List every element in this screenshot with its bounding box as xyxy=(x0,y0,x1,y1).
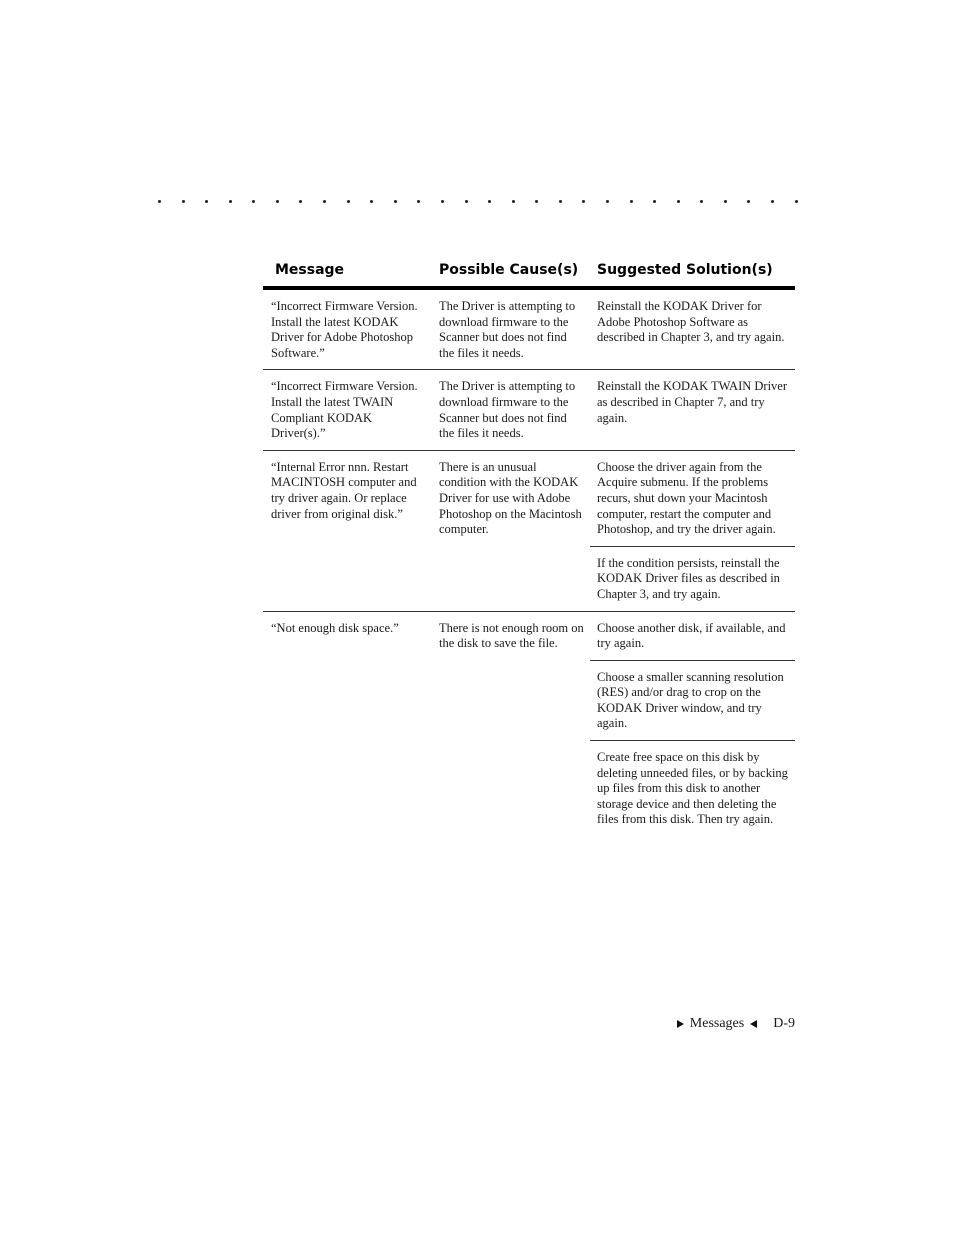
solutions-cell xyxy=(590,612,795,837)
cause-cell: There is not enough room on the disk to save the file. xyxy=(439,620,584,651)
dot xyxy=(724,200,727,203)
cause-cell: The Driver is attempting to download firmware to the Scanner but does not find the files it needs. xyxy=(439,379,576,441)
dot xyxy=(606,200,609,203)
dot xyxy=(299,200,302,203)
dot xyxy=(582,200,585,203)
header-message: Message xyxy=(275,262,345,278)
solution-item: Reinstall the KODAK TWAIN Driver as described in Chapter 7, and try again. xyxy=(597,379,788,425)
triangle-right-icon xyxy=(677,1020,684,1028)
dot xyxy=(158,200,161,203)
dot xyxy=(653,200,656,203)
dot xyxy=(630,200,633,203)
dot xyxy=(394,200,397,203)
dot xyxy=(795,200,798,203)
dot xyxy=(535,200,538,203)
dot xyxy=(182,200,185,203)
solution-item: Create free space on this disk by deleting unneeded files, or by backing up files from this disk to another storage device and then deleting the files from this disk. Then try again. xyxy=(597,750,788,827)
solution-item: Choose another disk, if available, and try again. xyxy=(590,612,795,661)
header-cause: Possible Cause(s) xyxy=(439,262,579,278)
triangle-left-icon xyxy=(750,1020,757,1028)
page-footer xyxy=(677,1016,795,1032)
solution-item: If the condition persists, reinstall the KODAK Driver files as described in Chapter 3, and try again. xyxy=(597,555,780,601)
dot xyxy=(771,200,774,203)
dot xyxy=(559,200,562,203)
dot xyxy=(276,200,279,203)
dot xyxy=(229,200,232,203)
dot xyxy=(417,200,420,203)
dot xyxy=(370,200,373,203)
message-cell: “Incorrect Firmware Version. Install the latest TWAIN Compliant KODAK Driver(s).” xyxy=(271,379,418,441)
table-row xyxy=(263,612,795,837)
dot xyxy=(488,200,491,203)
dot xyxy=(441,200,444,203)
dotted-rule xyxy=(158,200,798,203)
footer-section: Messages xyxy=(689,1016,745,1031)
table-row xyxy=(263,370,795,450)
table-row xyxy=(263,451,795,612)
dot xyxy=(347,200,350,203)
message-cell: “Incorrect Firmware Version. Install the latest KODAK Driver for Adobe Photoshop Software.” xyxy=(271,299,418,360)
page-number: D-9 xyxy=(773,1016,795,1031)
message-cell: “Internal Error nnn. Restart MACINTOSH computer and try driver again. Or replace driver from original disk.” xyxy=(271,459,417,521)
solution-item: Reinstall the KODAK Driver for Adobe Photoshop Software as described in Chapter 3, and try again. xyxy=(597,299,785,345)
table-row xyxy=(263,290,795,370)
dot xyxy=(252,200,255,203)
message-cell: “Not enough disk space.” xyxy=(271,620,399,635)
dot xyxy=(700,200,703,203)
table-header xyxy=(263,254,795,290)
solution-item: Choose a smaller scanning resolution (RES) and/or drag to crop on the KODAK Driver window, and try again. xyxy=(590,661,795,741)
dot xyxy=(323,200,326,203)
dot xyxy=(205,200,208,203)
dot xyxy=(747,200,750,203)
solutions-cell xyxy=(590,290,795,369)
cause-cell: There is an unusual condition with the KODAK Driver for use with Adobe Photoshop on the Macintosh computer. xyxy=(439,459,582,537)
cause-cell: The Driver is attempting to download firmware to the Scanner but does not find the files it needs. xyxy=(439,299,576,360)
solution-item: Choose the driver again from the Acquire submenu. If the problems recurs, shut down your Macintosh computer, restart the computer and Photoshop, and try the driver again. xyxy=(590,451,795,547)
table-body xyxy=(263,290,795,836)
dot xyxy=(465,200,468,203)
dot xyxy=(677,200,680,203)
dot xyxy=(512,200,515,203)
messages-table xyxy=(263,254,795,836)
solutions-cell xyxy=(590,370,795,449)
solutions-cell xyxy=(590,451,795,611)
header-solution: Suggested Solution(s) xyxy=(597,262,773,278)
